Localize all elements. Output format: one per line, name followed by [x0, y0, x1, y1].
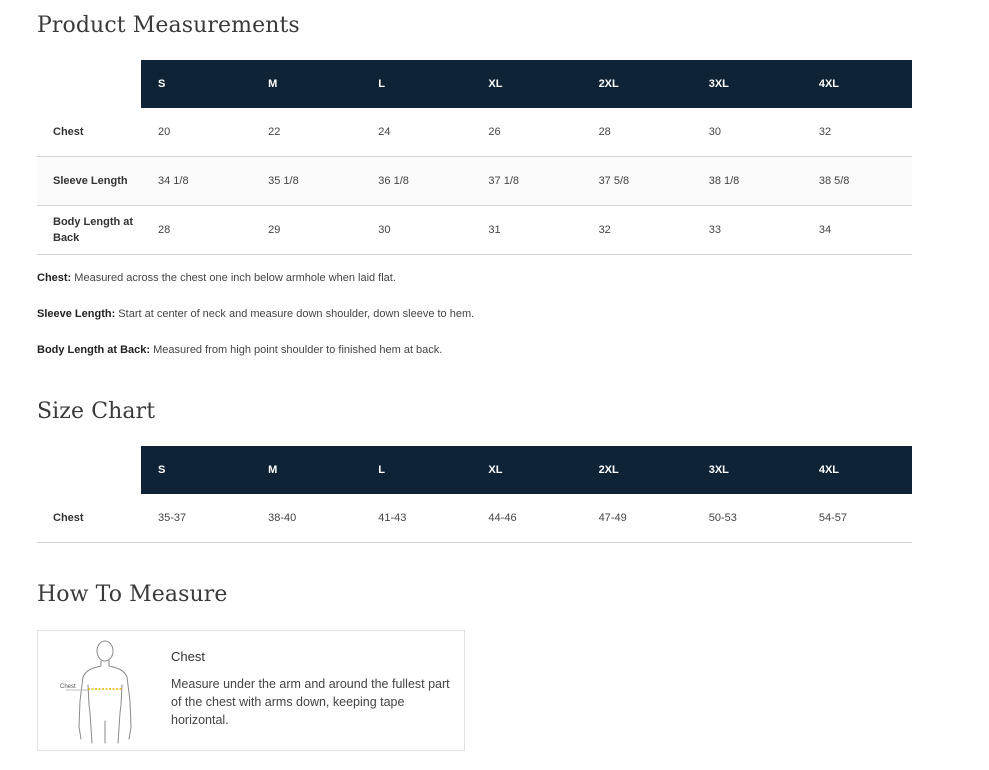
table-row — [37, 157, 912, 206]
note-sleeve-length — [37, 308, 474, 320]
table-cell: 50-53 — [692, 494, 802, 543]
table-cell: 41-43 — [361, 494, 471, 543]
table-cell: 30 — [692, 108, 802, 157]
size-header: S — [141, 60, 251, 108]
table-cell: 22 — [251, 108, 361, 157]
table-cell: 37 1/8 — [471, 157, 581, 206]
size-header: 2XL — [582, 446, 692, 494]
body-outline-figure — [52, 639, 152, 745]
table-cell: 20 — [141, 108, 251, 157]
table-cell: 54-57 — [802, 494, 912, 543]
measure-card-chest — [37, 630, 465, 751]
table-cell: 44-46 — [471, 494, 581, 543]
table-cell: 26 — [471, 108, 581, 157]
figure-label-chest: Chest — [60, 684, 76, 690]
table-header-row — [37, 446, 912, 494]
size-header: L — [361, 446, 471, 494]
how-to-measure-title: How To Measure — [37, 582, 228, 607]
note-term: Sleeve Length: — [37, 308, 116, 320]
table-cell: 30 — [361, 206, 471, 255]
table-cell: 38-40 — [251, 494, 361, 543]
header-corner — [37, 446, 141, 494]
row-label: Sleeve Length — [37, 157, 141, 206]
table-cell: 32 — [582, 206, 692, 255]
measure-card-description: Measure under the arm and around the fullest part of the chest with arms down, keeping tape horizontal. — [171, 677, 450, 727]
table-cell: 38 5/8 — [802, 157, 912, 206]
table-cell: 34 — [802, 206, 912, 255]
size-header: 3XL — [692, 60, 802, 108]
table-cell: 35-37 — [141, 494, 251, 543]
note-chest — [37, 272, 396, 284]
note-term: Chest: — [37, 272, 72, 284]
size-header: M — [251, 60, 361, 108]
table-cell: 36 1/8 — [361, 157, 471, 206]
note-term: Body Length at Back: — [37, 344, 151, 356]
table-cell: 29 — [251, 206, 361, 255]
row-label: Chest — [37, 494, 141, 543]
product-measurements-title: Product Measurements — [37, 13, 300, 38]
size-header: 3XL — [692, 446, 802, 494]
size-header: 4XL — [802, 60, 912, 108]
size-header: M — [251, 446, 361, 494]
note-text: Start at center of neck and measure down shoulder, down sleeve to hem. — [115, 308, 475, 320]
note-body-length — [37, 344, 442, 356]
table-row — [37, 494, 912, 543]
size-header: S — [141, 446, 251, 494]
header-corner — [37, 60, 141, 108]
table-row — [37, 108, 912, 157]
table-cell: 34 1/8 — [141, 157, 251, 206]
table-cell: 33 — [692, 206, 802, 255]
size-chart-title: Size Chart — [37, 399, 156, 424]
size-header: 4XL — [802, 446, 912, 494]
product-measurements-table — [37, 60, 912, 255]
size-header: XL — [471, 446, 581, 494]
table-cell: 32 — [802, 108, 912, 157]
measure-card-title: Chest — [171, 649, 205, 664]
table-cell: 24 — [361, 108, 471, 157]
row-label: Body Length at Back — [37, 206, 141, 255]
table-cell: 28 — [141, 206, 251, 255]
table-cell: 37 5/8 — [582, 157, 692, 206]
note-text: Measured from high point shoulder to finished hem at back. — [150, 344, 443, 356]
note-text: Measured across the chest one inch below armhole when laid flat. — [71, 272, 396, 284]
table-cell: 31 — [471, 206, 581, 255]
table-cell: 28 — [582, 108, 692, 157]
size-header: L — [361, 60, 471, 108]
table-row — [37, 206, 912, 255]
row-label: Chest — [37, 108, 141, 157]
table-cell: 35 1/8 — [251, 157, 361, 206]
table-header-row — [37, 60, 912, 108]
table-cell: 38 1/8 — [692, 157, 802, 206]
size-header: XL — [471, 60, 581, 108]
size-header: 2XL — [582, 60, 692, 108]
size-chart-table — [37, 446, 912, 543]
table-cell: 47-49 — [582, 494, 692, 543]
